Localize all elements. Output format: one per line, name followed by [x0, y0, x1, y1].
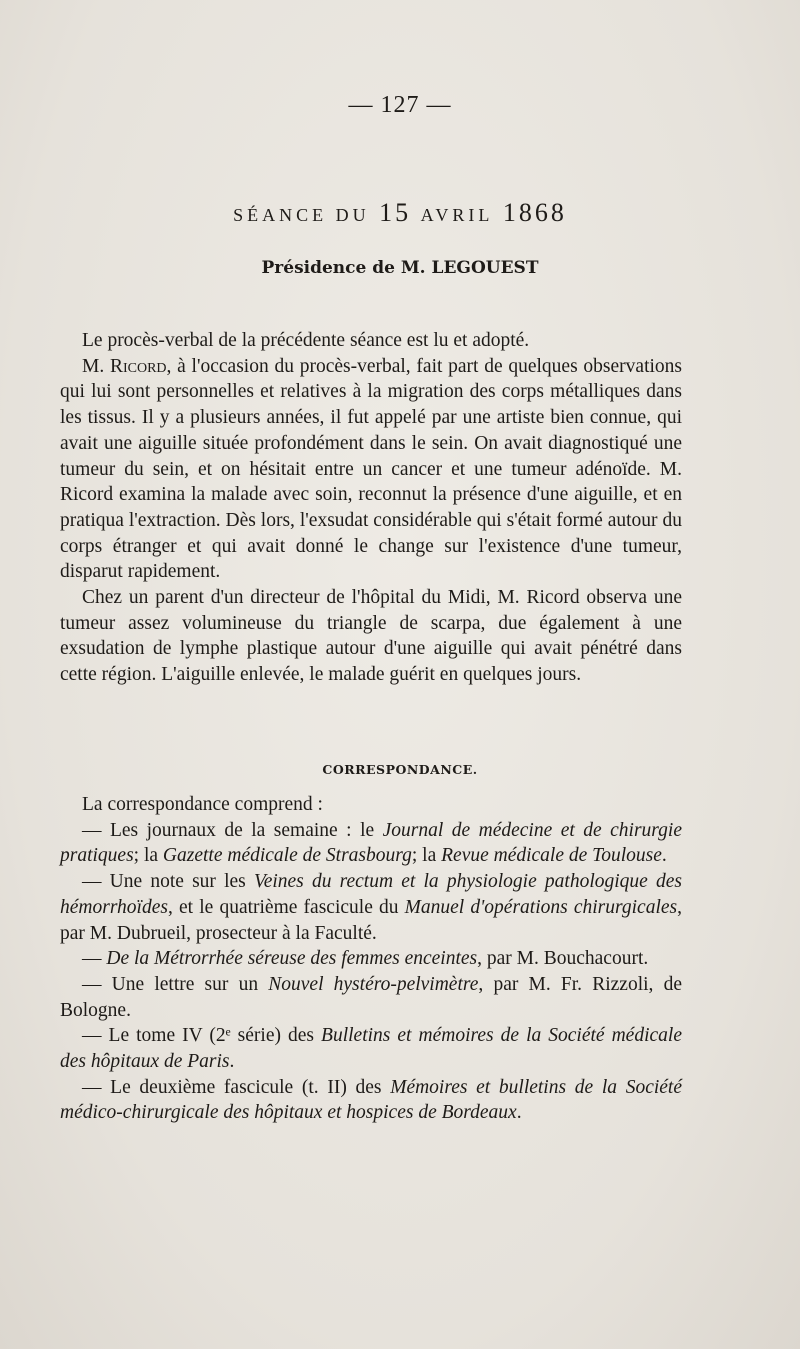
session-month: AVRIL	[420, 205, 494, 225]
paragraph-ricord-observation	[60, 354, 682, 585]
paragraph-minutes-adopted: Le procès-verbal de la précédente séance est lu et adopté.	[82, 330, 530, 351]
paragraph-text: à l'occasion du procès-verbal, fait part de quelques observations qui lui sont personnelles et relatives à la migration des corps métalliques dans les tissus. Il y a plusieurs années, il fut appelé par une artiste bien connue, qui avait une aiguille située profondément dans le sein. On avait diagnostiqué une tumeur du sein, et on hésitait entre un cancer et une tumeur adénoïde. M. Ricord examina la malade avec soin, reconnut la présence d'une aiguille, et en pratiqua l'extraction. Dès lors, l'exsudat considérable qui s'était formé autour du corps étranger et qui avait donné le change sur l'existence d'une tumeur, disparut rapidement.	[60, 355, 682, 583]
work-title: Veines du rectum et la physiologie pathologique des hémorrhoïdes	[60, 871, 682, 918]
correspondence-intro: La correspondance comprend :	[82, 794, 323, 815]
journal-title: Journal de médecine et de chirurgie pratiques	[60, 819, 682, 867]
speaker-name: M. Ricord,	[82, 355, 172, 377]
paragraph-midi-case: Chez un parent d'un directeur de l'hôpital du Midi, M. Ricord observa une tumeur assez volumineuse du triangle de scarpa, due également à une exsudation de lymphe plastique autour d'une aiguille qui avait pénétré dans cette région. L'aiguille enlevée, le malade guérit en quelques jours.	[60, 587, 682, 686]
correspondence-item-fascicule: — Le deuxième fascicule (t. II) des Mémoires et bulletins de la Société médico-chirurgicale des hôpitaux et hospices de Bordeaux.	[60, 1076, 682, 1124]
correspondence-item-tome: — Le tome IV (2ᵉ série) des Bulletins et mémoires de la Société médicale des hôpitaux de Paris.	[60, 1025, 682, 1073]
correspondence-item-metrorrhee: — De la Métrorrhée séreuse des femmes enceintes, par M. Bouchacourt.	[82, 948, 649, 970]
correspondence-section	[60, 792, 682, 1126]
session-year: 1868	[502, 198, 567, 227]
minutes-section	[60, 328, 682, 688]
page-number: — 127 —	[348, 92, 452, 118]
work-title: Manuel d'opérations chirurgicales	[404, 896, 678, 918]
journal-title: Gazette médicale de Strasbourg	[162, 845, 412, 867]
correspondence-heading: CORRESPONDANCE.	[322, 762, 478, 777]
work-title: De la Métrorrhée séreuse des femmes enceintes	[106, 948, 478, 970]
session-title	[0, 198, 800, 228]
session-day: 15	[379, 198, 412, 227]
work-title: Bulletins et mémoires de la Société médicale des hôpitaux de Paris	[60, 1025, 682, 1073]
presidency-line: Présidence de M. LEGOUEST	[261, 258, 539, 278]
correspondence-item-note: — Une note sur les Veines du rectum et la physiologie pathologique des hémorrhoïdes, et le quatrième fascicule du Manuel d'opérations chirurgicales, par M. Dubrueil, prosecteur à la Faculté.	[60, 871, 682, 944]
correspondence-item-letter: — Une lettre sur un Nouvel hystéro-pelvimètre, par M. Fr. Rizzoli, de Bologne.	[60, 973, 682, 1021]
session-prefix: SÉANCE DU	[233, 205, 370, 225]
work-title: Mémoires et bulletins de la Société médico-chirurgicale des hôpitaux et hospices de Bordeaux	[60, 1076, 682, 1124]
journal-title: Revue médicale de Toulouse	[441, 845, 662, 867]
correspondence-item-journals: — Les journaux de la semaine : le Journal de médecine et de chirurgie pratiques; la Gazette médicale de Strasbourg; la Revue médicale de Toulouse.	[60, 819, 682, 867]
work-title: Nouvel hystéro-pelvimètre	[268, 973, 479, 995]
